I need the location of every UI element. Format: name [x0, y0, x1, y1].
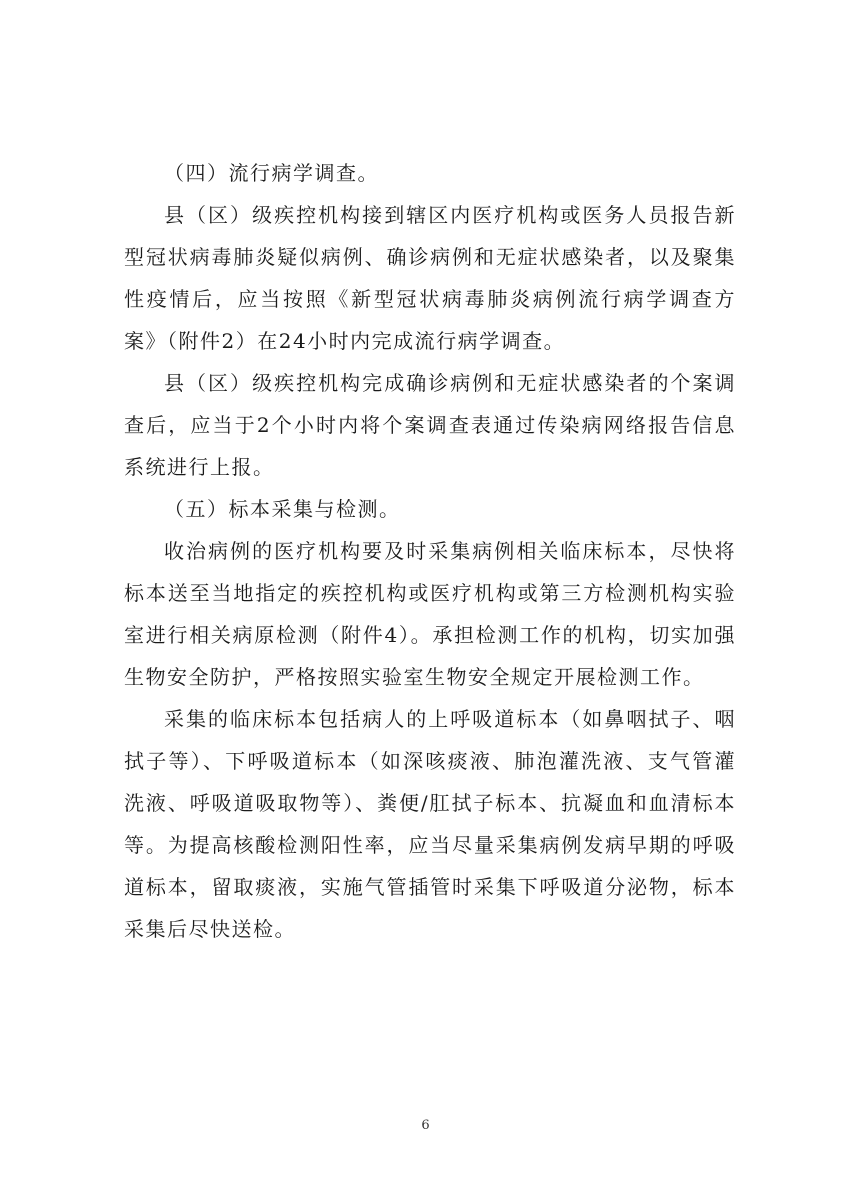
paragraph-specimen-testing: 收治病例的医疗机构要及时采集病例相关临床标本，尽快将标本送至当地指定的疾控机构或医疗机构或第三方检测机构实验室进行相关病原检测（附件4）。承担检测工作的机构，切实加强生物安全防护，严格按照实验室生物安全规定开展检测工作。 — [124, 539, 736, 689]
paragraph-case-survey-upload: 县（区）级疾控机构完成确诊病例和无症状感染者的个案调查后，应当于2个小时内将个案调查表通过传染病网络报告信息系统进行上报。 — [124, 371, 736, 479]
paragraph-investigation-reporting: 县（区）级疾控机构接到辖区内医疗机构或医务人员报告新型冠状病毒肺炎疑似病例、确诊病例和无症状感染者，以及聚集性疫情后，应当按照《新型冠状病毒肺炎病例流行病学调查方案》（附件2）在24小时内完成流行病学调查。 — [124, 203, 736, 353]
page-number: 6 — [421, 1118, 430, 1133]
section-heading-epidemiological-investigation: （四）流行病学调查。 — [164, 161, 379, 185]
section-heading-specimen-collection: （五）标本采集与检测。 — [164, 497, 401, 521]
document-body — [124, 152, 736, 950]
paragraph-clinical-specimens: 采集的临床标本包括病人的上呼吸道标本（如鼻咽拭子、咽拭子等）、下呼吸道标本（如深咳痰液、肺泡灌洗液、支气管灌洗液、呼吸道吸取物等）、粪便/肛拭子标本、抗凝血和血清标本等。为提高核酸检测阳性率，应当尽量采集病例发病早期的呼吸道标本，留取痰液，实施气管插管时采集下呼吸道分泌物，标本采集后尽快送检。 — [124, 707, 736, 941]
